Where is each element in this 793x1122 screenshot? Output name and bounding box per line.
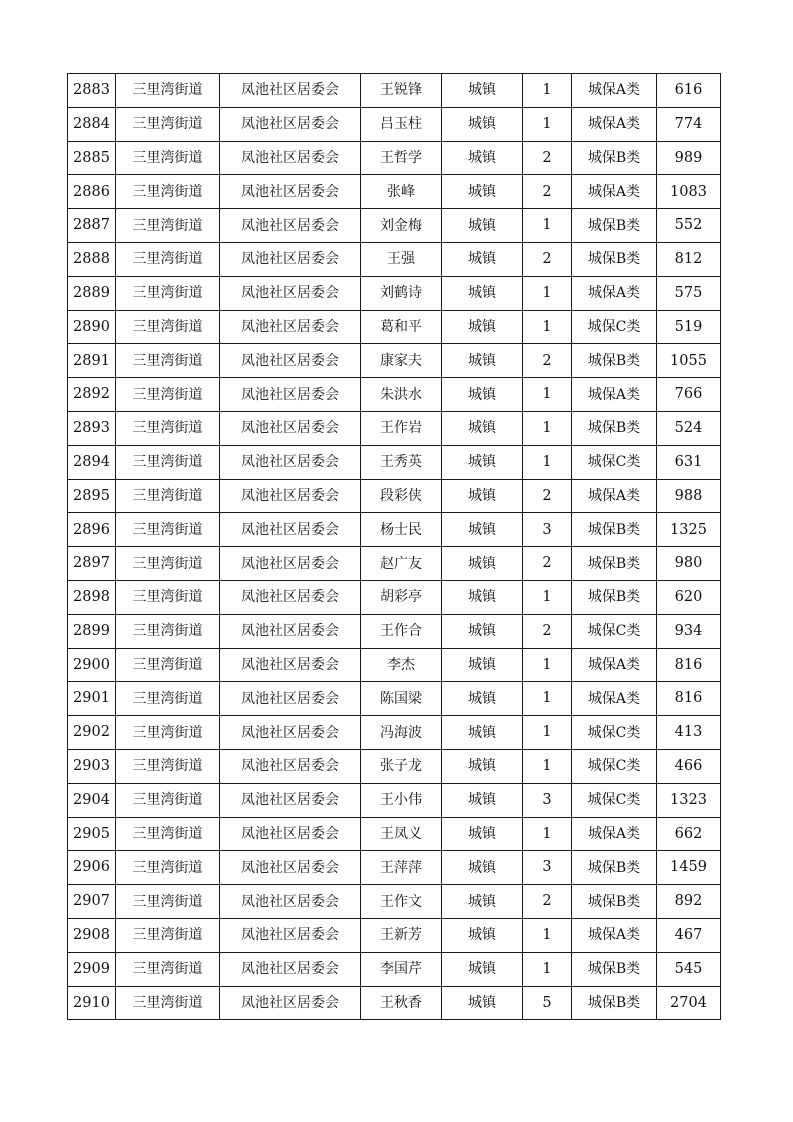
person-name-cell: 王新芳: [361, 918, 442, 952]
amount-cell: 545: [657, 952, 721, 986]
row-number-cell: 2886: [68, 175, 116, 209]
amount-cell: 816: [657, 682, 721, 716]
person-name-cell: 吕玉柱: [361, 107, 442, 141]
row-number-cell: 2893: [68, 411, 116, 445]
person-name-cell: 刘金梅: [361, 209, 442, 243]
household-count-cell: 1: [523, 209, 572, 243]
household-count-cell: 2: [523, 547, 572, 581]
category-cell: 城保A类: [572, 378, 657, 412]
row-number-cell: 2909: [68, 952, 116, 986]
committee-cell: 凤池社区居委会: [220, 648, 361, 682]
committee-cell: 凤池社区居委会: [220, 851, 361, 885]
amount-cell: 1459: [657, 851, 721, 885]
street-cell: 三里湾街道: [116, 614, 220, 648]
household-count-cell: 1: [523, 716, 572, 750]
person-name-cell: 王作合: [361, 614, 442, 648]
amount-cell: 616: [657, 74, 721, 108]
household-count-cell: 1: [523, 445, 572, 479]
household-count-cell: 2: [523, 175, 572, 209]
category-cell: 城保A类: [572, 682, 657, 716]
household-count-cell: 1: [523, 74, 572, 108]
household-count-cell: 1: [523, 310, 572, 344]
area-type-cell: 城镇: [442, 783, 523, 817]
committee-cell: 凤池社区居委会: [220, 141, 361, 175]
area-type-cell: 城镇: [442, 817, 523, 851]
table-row: [68, 885, 721, 919]
street-cell: 三里湾街道: [116, 547, 220, 581]
person-name-cell: 李国芹: [361, 952, 442, 986]
area-type-cell: 城镇: [442, 175, 523, 209]
person-name-cell: 王作岩: [361, 411, 442, 445]
street-cell: 三里湾街道: [116, 209, 220, 243]
row-number-cell: 2910: [68, 986, 116, 1020]
street-cell: 三里湾街道: [116, 411, 220, 445]
amount-cell: 1055: [657, 344, 721, 378]
person-name-cell: 王萍萍: [361, 851, 442, 885]
row-number-cell: 2901: [68, 682, 116, 716]
household-count-cell: 1: [523, 648, 572, 682]
table-row: [68, 411, 721, 445]
household-count-cell: 1: [523, 411, 572, 445]
household-count-cell: 2: [523, 885, 572, 919]
street-cell: 三里湾街道: [116, 141, 220, 175]
committee-cell: 凤池社区居委会: [220, 209, 361, 243]
category-cell: 城保A类: [572, 107, 657, 141]
row-number-cell: 2890: [68, 310, 116, 344]
amount-cell: 1325: [657, 513, 721, 547]
table-row: [68, 580, 721, 614]
table-row: [68, 378, 721, 412]
street-cell: 三里湾街道: [116, 378, 220, 412]
household-count-cell: 1: [523, 952, 572, 986]
amount-cell: 620: [657, 580, 721, 614]
area-type-cell: 城镇: [442, 378, 523, 412]
table-row: [68, 918, 721, 952]
row-number-cell: 2903: [68, 749, 116, 783]
area-type-cell: 城镇: [442, 74, 523, 108]
amount-cell: 631: [657, 445, 721, 479]
household-count-cell: 1: [523, 378, 572, 412]
street-cell: 三里湾街道: [116, 445, 220, 479]
row-number-cell: 2899: [68, 614, 116, 648]
category-cell: 城保B类: [572, 141, 657, 175]
row-number-cell: 2884: [68, 107, 116, 141]
category-cell: 城保A类: [572, 276, 657, 310]
area-type-cell: 城镇: [442, 547, 523, 581]
committee-cell: 凤池社区居委会: [220, 175, 361, 209]
area-type-cell: 城镇: [442, 411, 523, 445]
street-cell: 三里湾街道: [116, 682, 220, 716]
person-name-cell: 杨士民: [361, 513, 442, 547]
row-number-cell: 2883: [68, 74, 116, 108]
row-number-cell: 2905: [68, 817, 116, 851]
category-cell: 城保B类: [572, 580, 657, 614]
area-type-cell: 城镇: [442, 749, 523, 783]
area-type-cell: 城镇: [442, 310, 523, 344]
category-cell: 城保A类: [572, 918, 657, 952]
table-row: [68, 107, 721, 141]
category-cell: 城保B类: [572, 952, 657, 986]
person-name-cell: 王锐锋: [361, 74, 442, 108]
committee-cell: 凤池社区居委会: [220, 310, 361, 344]
committee-cell: 凤池社区居委会: [220, 580, 361, 614]
amount-cell: 980: [657, 547, 721, 581]
category-cell: 城保B类: [572, 885, 657, 919]
table-row: [68, 547, 721, 581]
table-row: [68, 479, 721, 513]
committee-cell: 凤池社区居委会: [220, 276, 361, 310]
person-name-cell: 胡彩亭: [361, 580, 442, 614]
row-number-cell: 2906: [68, 851, 116, 885]
committee-cell: 凤池社区居委会: [220, 411, 361, 445]
person-name-cell: 王小伟: [361, 783, 442, 817]
amount-cell: 467: [657, 918, 721, 952]
committee-cell: 凤池社区居委会: [220, 614, 361, 648]
table-row: [68, 141, 721, 175]
committee-cell: 凤池社区居委会: [220, 242, 361, 276]
amount-cell: 662: [657, 817, 721, 851]
area-type-cell: 城镇: [442, 716, 523, 750]
row-number-cell: 2896: [68, 513, 116, 547]
committee-cell: 凤池社区居委会: [220, 107, 361, 141]
street-cell: 三里湾街道: [116, 783, 220, 817]
street-cell: 三里湾街道: [116, 716, 220, 750]
person-name-cell: 王秋香: [361, 986, 442, 1020]
category-cell: 城保B类: [572, 986, 657, 1020]
category-cell: 城保B类: [572, 411, 657, 445]
category-cell: 城保C类: [572, 716, 657, 750]
category-cell: 城保C类: [572, 310, 657, 344]
household-count-cell: 2: [523, 344, 572, 378]
committee-cell: 凤池社区居委会: [220, 547, 361, 581]
amount-cell: 413: [657, 716, 721, 750]
person-name-cell: 李杰: [361, 648, 442, 682]
committee-cell: 凤池社区居委会: [220, 479, 361, 513]
person-name-cell: 王凤义: [361, 817, 442, 851]
household-count-cell: 1: [523, 682, 572, 716]
row-number-cell: 2897: [68, 547, 116, 581]
category-cell: 城保C类: [572, 445, 657, 479]
committee-cell: 凤池社区居委会: [220, 918, 361, 952]
street-cell: 三里湾街道: [116, 344, 220, 378]
household-count-cell: 3: [523, 513, 572, 547]
committee-cell: 凤池社区居委会: [220, 682, 361, 716]
amount-cell: 2704: [657, 986, 721, 1020]
amount-cell: 934: [657, 614, 721, 648]
committee-cell: 凤池社区居委会: [220, 817, 361, 851]
household-count-cell: 1: [523, 580, 572, 614]
committee-cell: 凤池社区居委会: [220, 716, 361, 750]
committee-cell: 凤池社区居委会: [220, 885, 361, 919]
person-name-cell: 王作文: [361, 885, 442, 919]
category-cell: 城保A类: [572, 648, 657, 682]
row-number-cell: 2887: [68, 209, 116, 243]
category-cell: 城保C类: [572, 783, 657, 817]
row-number-cell: 2907: [68, 885, 116, 919]
table-row: [68, 749, 721, 783]
row-number-cell: 2902: [68, 716, 116, 750]
person-name-cell: 王秀英: [361, 445, 442, 479]
area-type-cell: 城镇: [442, 885, 523, 919]
category-cell: 城保C类: [572, 614, 657, 648]
household-count-cell: 2: [523, 242, 572, 276]
street-cell: 三里湾街道: [116, 513, 220, 547]
table-row: [68, 445, 721, 479]
committee-cell: 凤池社区居委会: [220, 952, 361, 986]
household-count-cell: 3: [523, 851, 572, 885]
amount-cell: 774: [657, 107, 721, 141]
category-cell: 城保A类: [572, 175, 657, 209]
area-type-cell: 城镇: [442, 513, 523, 547]
committee-cell: 凤池社区居委会: [220, 749, 361, 783]
household-count-cell: 5: [523, 986, 572, 1020]
committee-cell: 凤池社区居委会: [220, 986, 361, 1020]
area-type-cell: 城镇: [442, 107, 523, 141]
area-type-cell: 城镇: [442, 479, 523, 513]
area-type-cell: 城镇: [442, 344, 523, 378]
amount-cell: 519: [657, 310, 721, 344]
table-row: [68, 209, 721, 243]
amount-cell: 812: [657, 242, 721, 276]
committee-cell: 凤池社区居委会: [220, 445, 361, 479]
street-cell: 三里湾街道: [116, 310, 220, 344]
person-name-cell: 刘鹤诗: [361, 276, 442, 310]
area-type-cell: 城镇: [442, 918, 523, 952]
table-row: [68, 310, 721, 344]
area-type-cell: 城镇: [442, 141, 523, 175]
category-cell: 城保B类: [572, 209, 657, 243]
person-name-cell: 冯海波: [361, 716, 442, 750]
amount-cell: 552: [657, 209, 721, 243]
person-name-cell: 王强: [361, 242, 442, 276]
person-name-cell: 陈国梁: [361, 682, 442, 716]
table-body: [68, 74, 721, 1020]
street-cell: 三里湾街道: [116, 107, 220, 141]
household-count-cell: 1: [523, 749, 572, 783]
household-count-cell: 1: [523, 276, 572, 310]
table-row: [68, 344, 721, 378]
street-cell: 三里湾街道: [116, 648, 220, 682]
area-type-cell: 城镇: [442, 682, 523, 716]
amount-cell: 766: [657, 378, 721, 412]
data-table: [67, 73, 721, 1020]
person-name-cell: 张子龙: [361, 749, 442, 783]
row-number-cell: 2900: [68, 648, 116, 682]
category-cell: 城保A类: [572, 479, 657, 513]
street-cell: 三里湾街道: [116, 986, 220, 1020]
person-name-cell: 赵广友: [361, 547, 442, 581]
person-name-cell: 康家夫: [361, 344, 442, 378]
area-type-cell: 城镇: [442, 952, 523, 986]
committee-cell: 凤池社区居委会: [220, 783, 361, 817]
row-number-cell: 2894: [68, 445, 116, 479]
person-name-cell: 朱洪水: [361, 378, 442, 412]
row-number-cell: 2895: [68, 479, 116, 513]
row-number-cell: 2892: [68, 378, 116, 412]
table-row: [68, 276, 721, 310]
category-cell: 城保B类: [572, 242, 657, 276]
household-count-cell: 1: [523, 107, 572, 141]
household-count-cell: 3: [523, 783, 572, 817]
table-row: [68, 648, 721, 682]
household-count-cell: 2: [523, 141, 572, 175]
amount-cell: 1323: [657, 783, 721, 817]
street-cell: 三里湾街道: [116, 580, 220, 614]
street-cell: 三里湾街道: [116, 918, 220, 952]
table-row: [68, 783, 721, 817]
person-name-cell: 王哲学: [361, 141, 442, 175]
street-cell: 三里湾街道: [116, 851, 220, 885]
area-type-cell: 城镇: [442, 276, 523, 310]
table-row: [68, 817, 721, 851]
amount-cell: 466: [657, 749, 721, 783]
category-cell: 城保B类: [572, 851, 657, 885]
table-row: [68, 851, 721, 885]
category-cell: 城保B类: [572, 547, 657, 581]
person-name-cell: 段彩侠: [361, 479, 442, 513]
row-number-cell: 2891: [68, 344, 116, 378]
street-cell: 三里湾街道: [116, 952, 220, 986]
area-type-cell: 城镇: [442, 851, 523, 885]
street-cell: 三里湾街道: [116, 479, 220, 513]
person-name-cell: 张峰: [361, 175, 442, 209]
person-name-cell: 葛和平: [361, 310, 442, 344]
area-type-cell: 城镇: [442, 614, 523, 648]
area-type-cell: 城镇: [442, 648, 523, 682]
area-type-cell: 城镇: [442, 986, 523, 1020]
area-type-cell: 城镇: [442, 580, 523, 614]
area-type-cell: 城镇: [442, 242, 523, 276]
street-cell: 三里湾街道: [116, 749, 220, 783]
amount-cell: 892: [657, 885, 721, 919]
street-cell: 三里湾街道: [116, 817, 220, 851]
table-row: [68, 513, 721, 547]
household-count-cell: 1: [523, 918, 572, 952]
table-row: [68, 614, 721, 648]
household-count-cell: 2: [523, 614, 572, 648]
street-cell: 三里湾街道: [116, 276, 220, 310]
category-cell: 城保A类: [572, 74, 657, 108]
category-cell: 城保C类: [572, 749, 657, 783]
street-cell: 三里湾街道: [116, 885, 220, 919]
amount-cell: 524: [657, 411, 721, 445]
row-number-cell: 2885: [68, 141, 116, 175]
table-row: [68, 986, 721, 1020]
row-number-cell: 2888: [68, 242, 116, 276]
street-cell: 三里湾街道: [116, 242, 220, 276]
table-row: [68, 175, 721, 209]
row-number-cell: 2908: [68, 918, 116, 952]
amount-cell: 816: [657, 648, 721, 682]
committee-cell: 凤池社区居委会: [220, 513, 361, 547]
amount-cell: 988: [657, 479, 721, 513]
category-cell: 城保B类: [572, 513, 657, 547]
category-cell: 城保B类: [572, 344, 657, 378]
row-number-cell: 2889: [68, 276, 116, 310]
amount-cell: 1083: [657, 175, 721, 209]
row-number-cell: 2904: [68, 783, 116, 817]
household-count-cell: 1: [523, 817, 572, 851]
amount-cell: 989: [657, 141, 721, 175]
table-row: [68, 242, 721, 276]
street-cell: 三里湾街道: [116, 175, 220, 209]
row-number-cell: 2898: [68, 580, 116, 614]
table-row: [68, 74, 721, 108]
committee-cell: 凤池社区居委会: [220, 74, 361, 108]
household-count-cell: 2: [523, 479, 572, 513]
committee-cell: 凤池社区居委会: [220, 378, 361, 412]
table-row: [68, 682, 721, 716]
category-cell: 城保A类: [572, 817, 657, 851]
table-row: [68, 716, 721, 750]
committee-cell: 凤池社区居委会: [220, 344, 361, 378]
amount-cell: 575: [657, 276, 721, 310]
table-row: [68, 952, 721, 986]
area-type-cell: 城镇: [442, 445, 523, 479]
area-type-cell: 城镇: [442, 209, 523, 243]
street-cell: 三里湾街道: [116, 74, 220, 108]
